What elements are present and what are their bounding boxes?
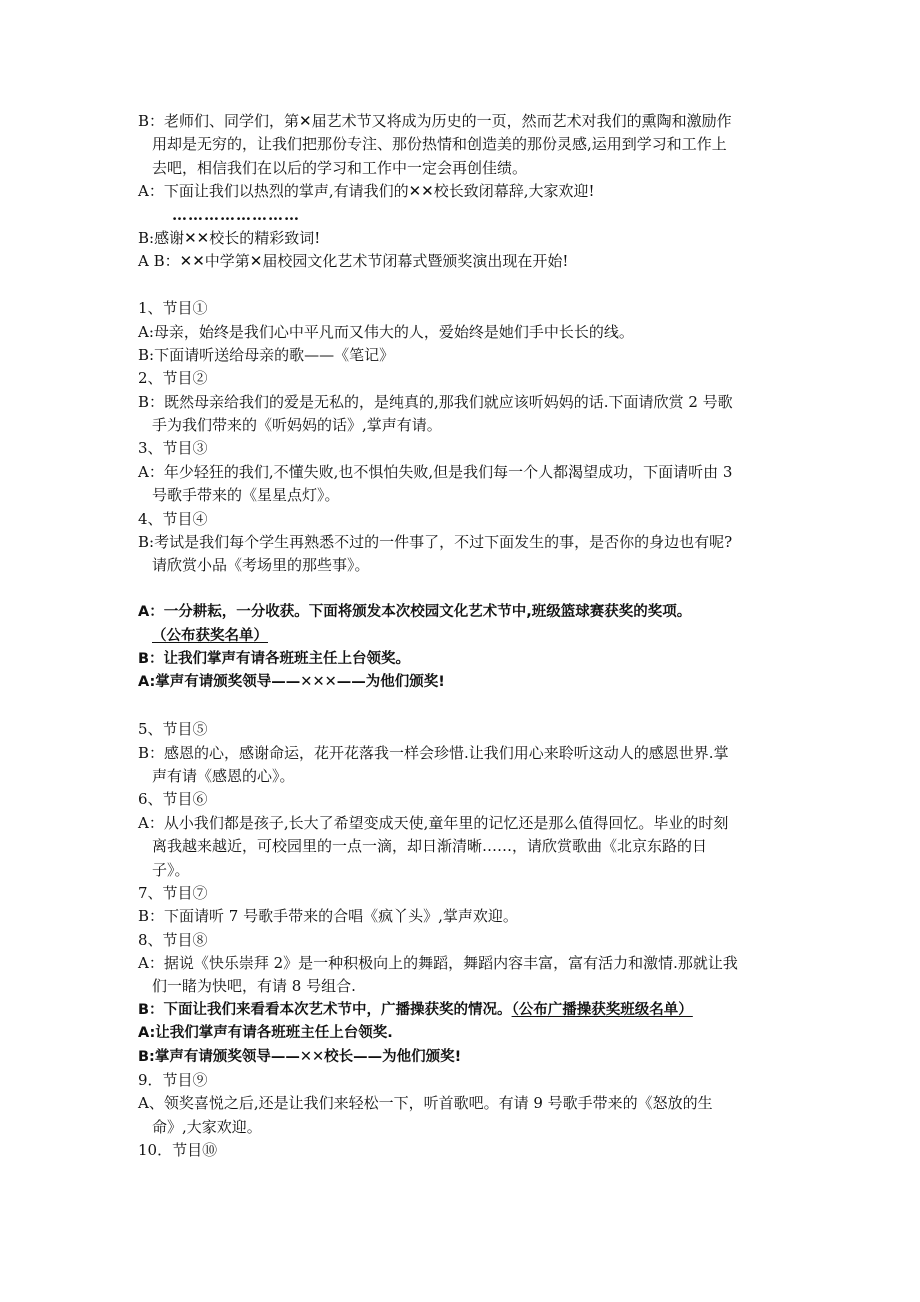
program-9-line2: 命》,大家欢迎。 bbox=[152, 1117, 262, 1136]
program-1-b: B:下面请听送给母亲的歌——《笔记》 bbox=[138, 345, 395, 364]
award-basketball-a: A：一分耕耘，一分收获。下面将颁发本次校园文化艺术节中,班级篮球赛获奖的奖项。 bbox=[138, 604, 692, 621]
program-4-heading: 4、节目④ bbox=[138, 509, 208, 528]
program-6-line3: 子》。 bbox=[152, 860, 190, 879]
award-exercise-b-text: B：下面让我们来看看本次艺术节中，广播操获奖的情况。 bbox=[138, 1001, 512, 1018]
program-6-heading: 6、节目⑥ bbox=[138, 790, 208, 809]
program-5-heading: 5、节目⑤ bbox=[138, 720, 208, 739]
program-2-heading: 2、节目② bbox=[138, 369, 208, 388]
program-7-heading: 7、节目⑦ bbox=[138, 883, 208, 902]
program-9-line1: A、领奖喜悦之后,还是让我们来轻松一下，听首歌吧。有请 9 号歌手带来的《怒放的生 bbox=[138, 1094, 713, 1113]
program-2-line2: 手为我们带来的《听妈妈的话》,掌声有请。 bbox=[152, 416, 442, 435]
program-9-heading: 9．节目⑨ bbox=[138, 1071, 208, 1090]
program-6-line1: A：从小我们都是孩子,长大了希望变成天使,童年里的记忆还是那么值得回忆。毕业的时刻 bbox=[138, 813, 729, 832]
program-1-heading: 1、节目① bbox=[138, 299, 208, 318]
award-basketball-a2: A:掌声有请颁奖领导——✕✕✕——为他们颁奖! bbox=[138, 674, 445, 691]
program-8-heading: 8、节目⑧ bbox=[138, 930, 208, 949]
program-3-line1: A：年少轻狂的我们,不懂失败,也不惧怕失败,但是我们每一个人都渴望成功，下面请听由 3 bbox=[138, 462, 733, 481]
award-exercise-b2: B:掌声有请颁奖领导——✕✕校长——为他们颁奖! bbox=[138, 1048, 462, 1065]
program-10-heading: 10．节目⑩ bbox=[138, 1141, 218, 1160]
program-5-line2: 声有请《感恩的心》。 bbox=[152, 766, 295, 785]
program-3-heading: 3、节目③ bbox=[138, 439, 208, 458]
program-4-line1: B:考试是我们每个学生再熟悉不过的一件事了，不过下面发生的事，是否你的身边也有呢? bbox=[138, 533, 733, 552]
thanks-principal-b: B:感谢✕✕校长的精彩致词! bbox=[138, 228, 321, 247]
closing-speech-b-line2: 用却是无穷的，让我们把那份专注、那份热情和创造美的那份灵感,运用到学习和工作上 bbox=[152, 135, 727, 154]
award-exercise-b bbox=[138, 999, 788, 1022]
closing-speech-b-line1: B：老师们、同学们，第✕届艺术节又将成为历史的一页，然而艺术对我们的熏陶和激励作 bbox=[138, 112, 732, 130]
ceremony-start-ab: A B：✕✕中学第✕届校园文化艺术节闭幕式暨颁奖演出现在开始! bbox=[138, 252, 569, 271]
award-exercise-a: A:让我们掌声有请各班班主任上台领奖. bbox=[138, 1025, 393, 1042]
closing-speech-b-line3: 去吧，相信我们在以后的学习和工作中一定会再创佳绩。 bbox=[152, 158, 528, 177]
program-8-line1: A：据说《快乐崇拜 2》是一种积极向上的舞蹈，舞蹈内容丰富，富有活力和激情.那就让我 bbox=[138, 954, 738, 973]
program-5-line1: B：感恩的心，感谢命运，花开花落我一样会珍惜.让我们用心来聆听这动人的感恩世界.掌 bbox=[138, 743, 729, 762]
invite-principal-a: A：下面让我们以热烈的掌声,有请我们的✕✕校长致闭幕辞,大家欢迎! bbox=[138, 182, 595, 201]
program-1-a: A:母亲，始终是我们心中平凡而又伟大的人，爱始终是她们手中长长的线。 bbox=[138, 322, 634, 341]
program-3-line2: 号歌手带来的《星星点灯》。 bbox=[152, 486, 340, 505]
ellipsis-dots: …………………… bbox=[172, 205, 300, 224]
program-7-line1: B：下面请听 7 号歌手带来的合唱《疯丫头》,掌声欢迎。 bbox=[138, 907, 518, 926]
document-page bbox=[138, 110, 788, 1163]
award-basketball-note-text: （公布获奖名单） bbox=[152, 627, 268, 644]
program-8-line2: 们一睹为快吧，有请 8 号组合. bbox=[152, 977, 356, 996]
program-6-line2: 离我越来越近，可校园里的一点一滴，却日渐清晰……，请欣赏歌曲《北京东路的日 bbox=[152, 837, 708, 856]
award-basketball-note bbox=[138, 625, 788, 648]
program-4-line2: 请欣赏小品《考场里的那些事》。 bbox=[152, 556, 370, 575]
award-exercise-note: （公布广播操获奖班级名单） bbox=[511, 1001, 693, 1018]
award-basketball-b: B：让我们掌声有请各班班主任上台领奖。 bbox=[138, 650, 411, 667]
program-2-line1: B：既然母亲给我们的爱是无私的，是纯真的,那我们就应该听妈妈的话.下面请欣赏 2 号歌 bbox=[138, 392, 733, 411]
